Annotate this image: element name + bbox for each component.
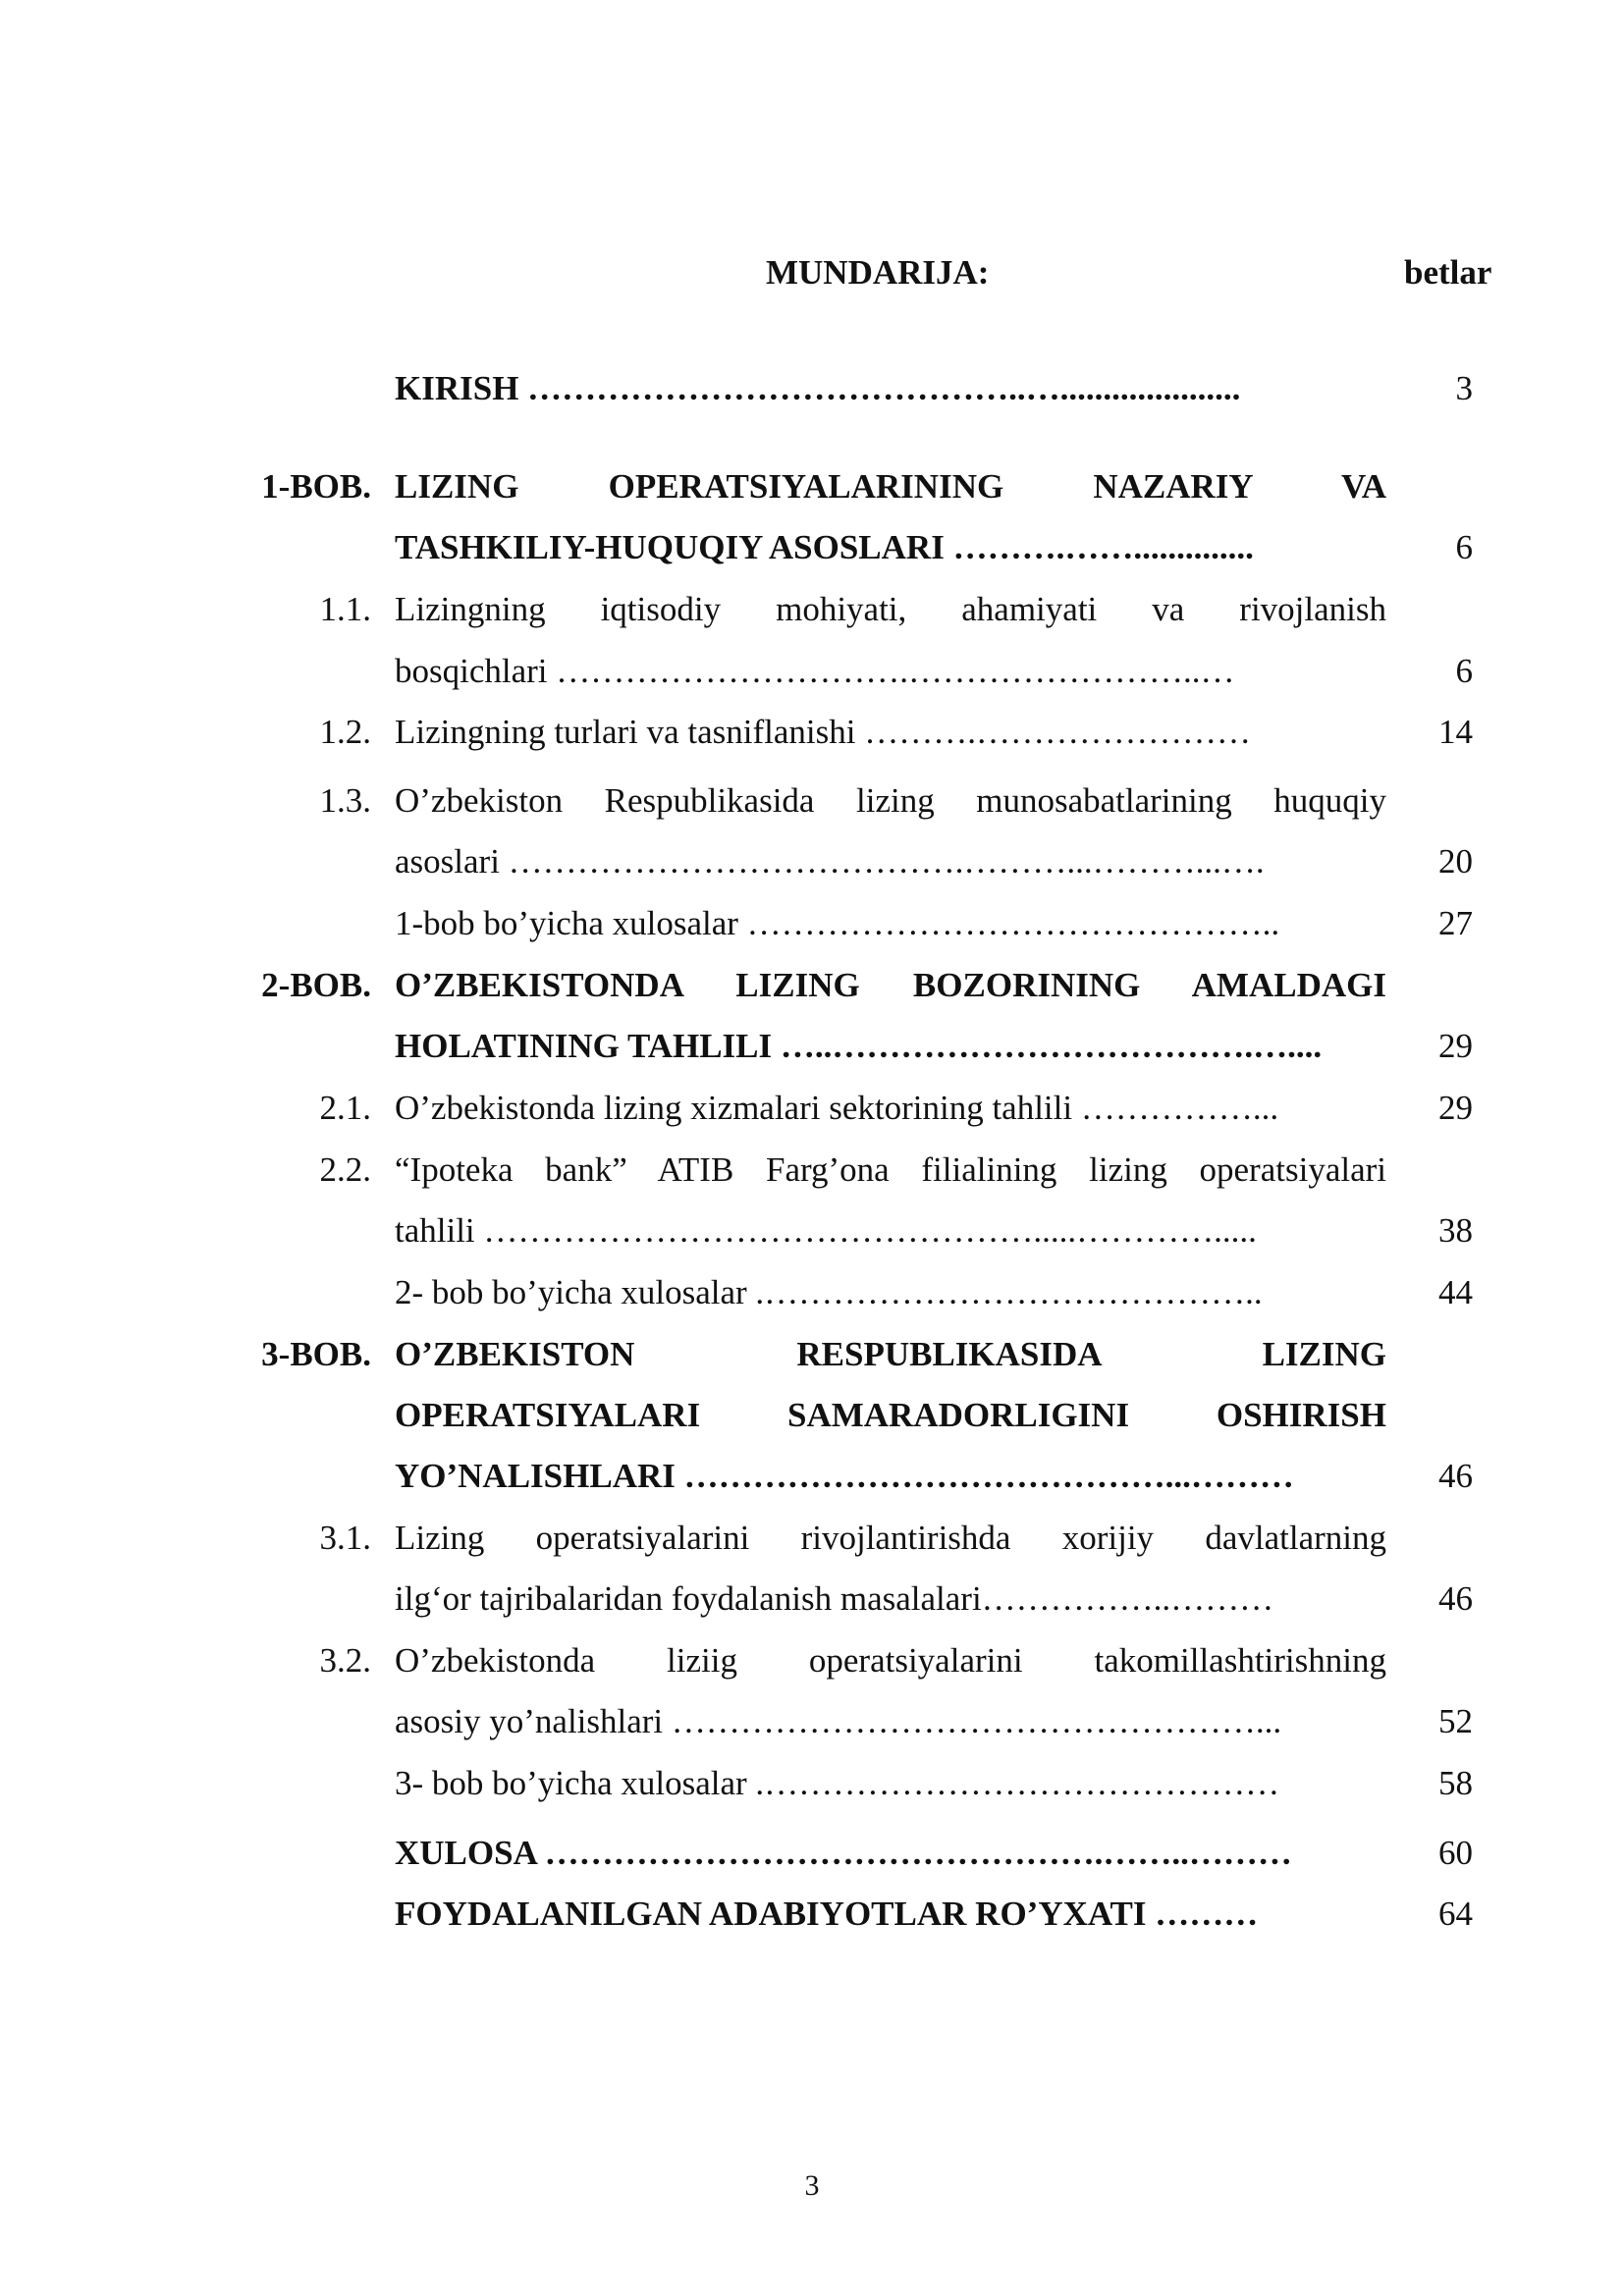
entry-title: Lizing operatsiyalarini rivojlantirishda xorijiy davlatlarning xyxy=(395,1519,1386,1557)
toc-line xyxy=(0,836,1624,887)
entry-title: ilg‘or tajribalaridan foydalanish masalalari……………..……… xyxy=(395,1579,1274,1618)
entry-page: 60 xyxy=(1438,1834,1473,1872)
entry-number: 2.1. xyxy=(319,1089,371,1127)
toc-line xyxy=(0,1329,1624,1380)
entry-page: 29 xyxy=(1438,1089,1473,1127)
toc-line xyxy=(0,1635,1624,1686)
toc-line xyxy=(0,1574,1624,1625)
page-number: 3 xyxy=(804,2169,820,2202)
toc-line xyxy=(0,775,1624,827)
toc-line xyxy=(0,1828,1624,1879)
entry-number: 1.1. xyxy=(319,590,371,628)
entry-page: 6 xyxy=(1455,528,1473,566)
toc-line xyxy=(0,646,1624,697)
entry-title: FOYDALANILGAN ADABIYOTLAR RO’YXATI ……… xyxy=(395,1895,1259,1933)
entry-title: O’zbekiston Respublikasida lizing munosabatlarining huquqiy xyxy=(395,781,1386,820)
entry-title: 1-bob bo’yicha xulosalar ……………………………………….. xyxy=(395,904,1280,942)
entry-page: 64 xyxy=(1438,1895,1473,1933)
entry-number: 1-BOB. xyxy=(261,467,371,506)
toc-line xyxy=(0,1390,1624,1441)
toc-line xyxy=(0,363,1624,414)
toc-title: MUNDARIJA: xyxy=(766,253,990,292)
toc-line xyxy=(0,1083,1624,1134)
toc-line xyxy=(0,1513,1624,1564)
pages-column-label: betlar xyxy=(1404,253,1492,292)
entry-number: 3-BOB. xyxy=(261,1335,371,1373)
entry-title: HOLATINING TAHLILI …..……………………………….….... xyxy=(395,1027,1323,1065)
entry-page: 29 xyxy=(1438,1027,1473,1065)
entry-title: O’ZBEKISTONDA LIZING BOZORINING AMALDAGI xyxy=(395,966,1386,1004)
entry-title: O’ZBEKISTON RESPUBLIKASIDA LIZING xyxy=(395,1335,1386,1373)
entry-title: YO’NALISHLARI ……………………………………...……… xyxy=(395,1457,1294,1495)
entry-page: 46 xyxy=(1438,1457,1473,1495)
entry-title: tahlili ………………………………………….....…………..... xyxy=(395,1211,1257,1250)
entry-title: asosiy yo’nalishlari ……………………………………………... xyxy=(395,1702,1282,1740)
entry-page: 58 xyxy=(1438,1764,1473,1802)
entry-page: 52 xyxy=(1438,1702,1473,1740)
entry-page: 6 xyxy=(1455,652,1473,690)
entry-page: 14 xyxy=(1438,713,1473,751)
entry-title: “Ipoteka bank” ATIB Farg’ona filialining lizing operatsiyalari xyxy=(395,1150,1386,1189)
toc-line xyxy=(0,522,1624,573)
entry-page: 20 xyxy=(1438,842,1473,881)
entry-number: 1.3. xyxy=(319,781,371,820)
toc-line xyxy=(0,461,1624,512)
entry-title: O’zbekistonda lizing xizmalari sektorining tahlili ……………... xyxy=(395,1089,1279,1127)
toc-line xyxy=(0,584,1624,635)
toc-line xyxy=(0,1267,1624,1318)
entry-page: 44 xyxy=(1438,1273,1473,1311)
entry-number: 2.2. xyxy=(319,1150,371,1189)
entry-number: 1.2. xyxy=(319,713,371,751)
toc-line xyxy=(0,1758,1624,1809)
entry-title: bosqichlari ………………………….……………………..… xyxy=(395,652,1235,690)
entry-title: Lizingning turlari va tasniflanishi ……….…………………… xyxy=(395,713,1251,751)
entry-number: 3.1. xyxy=(319,1519,371,1557)
toc-line xyxy=(0,1889,1624,1940)
toc-line xyxy=(0,1205,1624,1256)
entry-title: Lizingning iqtisodiy mohiyati, ahamiyati va rivojlanish xyxy=(395,590,1386,628)
entry-title: KIRISH ……………………………………..…..................... xyxy=(395,369,1241,407)
entry-title: OPERATSIYALARI SAMARADORLIGINI OSHIRISH xyxy=(395,1396,1386,1434)
entry-title: O’zbekistonda liziig operatsiyalarini takomillashtirishning xyxy=(395,1641,1386,1680)
entry-number: 2-BOB. xyxy=(261,966,371,1004)
toc-line xyxy=(0,960,1624,1011)
entry-number: 3.2. xyxy=(319,1641,371,1680)
entry-title: asoslari ………………………………….………...………...…. xyxy=(395,842,1265,881)
toc-line xyxy=(0,1451,1624,1502)
entry-title: LIZING OPERATSIYALARINING NAZARIY VA xyxy=(395,467,1386,506)
entry-title: 3- bob bo’yicha xulosalar .……………………………………… xyxy=(395,1764,1280,1802)
entry-title: XULOSA ………………………………………….……..……… xyxy=(395,1834,1292,1872)
toc-line xyxy=(0,898,1624,949)
entry-title: TASHKILIY-HUQUQIY ASOSLARI ……….…….............. xyxy=(395,528,1254,566)
toc-line xyxy=(0,1145,1624,1196)
entry-title: 2- bob bo’yicha xulosalar .…………………………………….. xyxy=(395,1273,1263,1311)
entry-page: 38 xyxy=(1438,1211,1473,1250)
toc-line xyxy=(0,1696,1624,1747)
entry-page: 3 xyxy=(1455,369,1473,407)
toc-line xyxy=(0,707,1624,758)
entry-page: 46 xyxy=(1438,1579,1473,1618)
toc-line xyxy=(0,1021,1624,1072)
entry-page: 27 xyxy=(1438,904,1473,942)
